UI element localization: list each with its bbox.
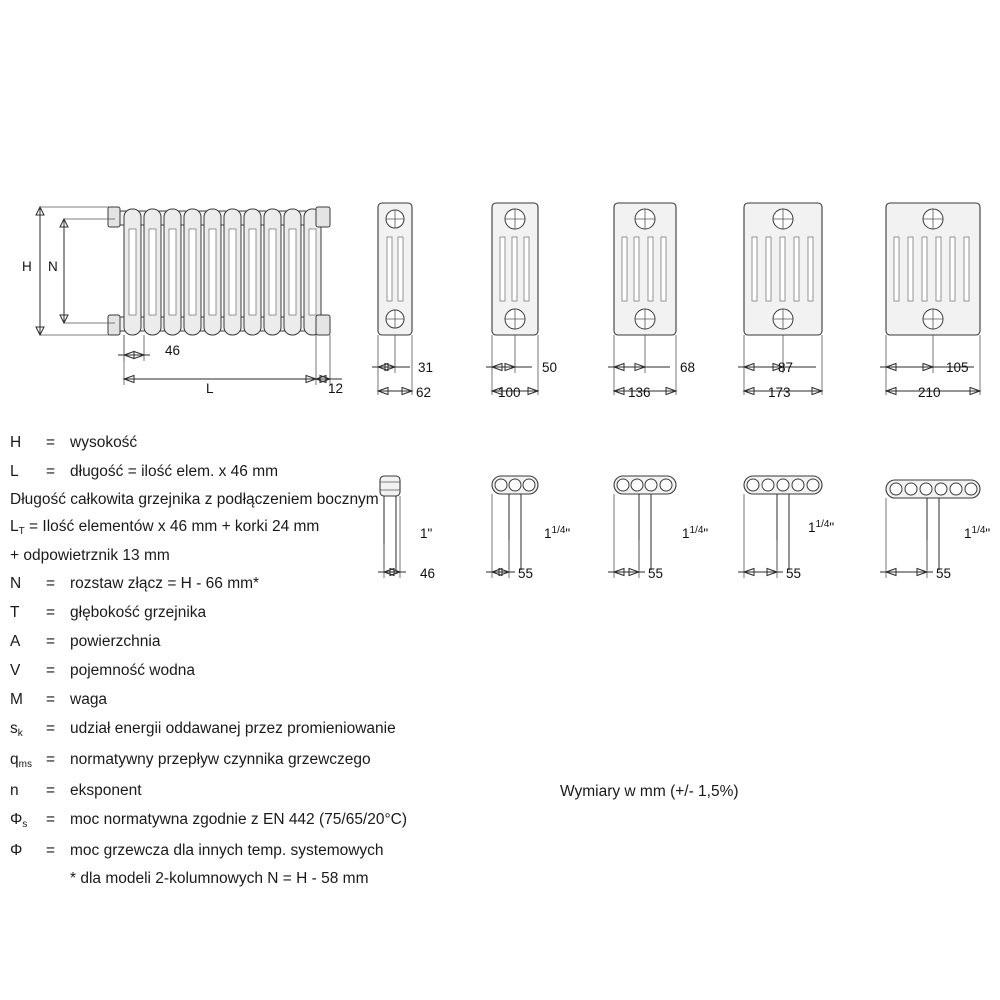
legend-item-V [10,656,480,685]
dim-label-outer: 173 [768,385,791,400]
legend-equals: = [46,720,56,737]
dim-label-connection: 55 [518,566,534,581]
legend-symbol: $\Phi_s$ [10,811,28,830]
legend-definition: moc grzewcza dla innych temp. systemowych [70,842,384,859]
thread-size-label: $1^{1/4}$" [544,525,571,541]
legend-definition: powierzchnia [70,633,161,650]
legend-symbol: Φ [10,842,23,859]
legend-symbol: T [10,604,20,621]
top-view-5-column [736,470,896,600]
legend-definition: eksponent [70,782,142,799]
dim-label-46: 46 [165,343,181,358]
legend-item-L [10,457,480,486]
dim-label-12: 12 [328,381,344,396]
legend-definition: udział energii oddawanej przez promieniowanie [70,720,396,737]
legend-symbol: N [10,575,22,592]
legend-equals: = [46,633,56,650]
legend-equals: = [46,604,56,621]
legend-symbol: L [10,463,19,480]
legend-symbol-LT-base: L [10,518,19,535]
thread-size-label: 1" [420,526,433,541]
dim-label-outer: 62 [416,385,432,400]
legend-equals: = [46,575,56,592]
legend-symbol: H [10,434,22,451]
legend-equals: = [46,751,56,768]
dim-label-H: H [22,259,32,274]
legend-symbol: M [10,691,23,708]
dim-label-connection: 46 [420,566,436,581]
dim-label-connection: 55 [936,566,952,581]
legend-symbol: n [10,782,19,799]
dim-label-inner: 31 [418,360,434,375]
section-view-4-column [606,195,756,435]
legend-definition: wysokość [70,434,138,451]
thread-size-label: $1^{1/4}$" [682,525,709,541]
front-view-drawing [20,195,360,445]
legend-symbol-LT-sub: T [18,526,25,537]
legend-definition: moc normatywna zgodnie z EN 442 (75/65/20°C) [70,811,408,828]
legend-equals: = [46,434,56,451]
legend-equals: = [46,463,56,480]
legend-definition: waga [70,691,108,708]
dim-label-inner: 105 [946,360,969,375]
legend-equals: = [46,782,56,799]
dim-label-inner: 87 [778,360,794,375]
section-view-6-column [878,195,998,435]
dim-label-L: L [206,381,214,396]
legend-footnote: * dla modeli 2-kolumnowych N = H - 58 mm [70,870,369,887]
thread-size-label: $1^{1/4}$" [808,519,835,535]
section-view-3-column [484,195,624,435]
legend-note-air-vent: + odpowietrznik 13 mm [10,547,170,564]
legend-definition: normatywny przepływ czynnika grzewczego [70,751,371,768]
dim-label-outer: 100 [498,385,521,400]
legend-item-T [10,598,480,627]
legend-definition: pojemność wodna [70,662,195,679]
legend-symbol: A [10,633,21,650]
legend-item-phi [10,836,480,865]
legend-equals: = [46,842,56,859]
legend-equals: = [46,811,56,828]
dim-label-inner: 68 [680,360,696,375]
legend-item-sk [10,714,480,745]
dim-label-N: N [48,259,58,274]
legend-equals: = [46,691,56,708]
dim-label-outer: 210 [918,385,941,400]
legend-item-A [10,627,480,656]
legend-item-phi-s [10,805,480,836]
units-note: Wymiary w mm (+/- 1,5%) [560,783,739,800]
legend-item-n [10,776,480,805]
top-view-4-column [606,470,756,600]
legend-item-qms [10,745,480,776]
legend-symbol: $q_{ms}$ [10,751,32,770]
dim-label-inner: 50 [542,360,558,375]
legend-list [10,428,480,892]
dim-label-connection: 55 [786,566,802,581]
top-view-3-column [484,470,624,600]
legend-definition: głębokość grzejnika [70,604,207,621]
dim-label-outer: 136 [628,385,651,400]
section-view-5-column [736,195,896,435]
legend-symbol: $s_k$ [10,720,23,739]
legend-item-LT [10,513,480,542]
thread-size-label: $1^{1/4}$" [964,525,991,541]
legend-equals: = [46,662,56,679]
section-view-2-column [370,195,500,435]
legend-symbol: V [10,662,21,679]
legend-item-H [10,428,480,457]
legend-item-M [10,685,480,714]
legend-definition: długość = ilość elem. x 46 mm [70,463,279,480]
dim-label-connection: 55 [648,566,664,581]
legend-definition: rozstaw złącz = H - 66 mm* [70,575,260,592]
legend-LT-definition: = Ilość elementów x 46 mm + korki 24 mm [29,518,320,535]
legend-note-total-length: Długość całkowita grzejnika z podłączeniem bocznym [10,491,379,508]
top-view-6-column [878,470,998,600]
legend-item-N [10,569,480,598]
